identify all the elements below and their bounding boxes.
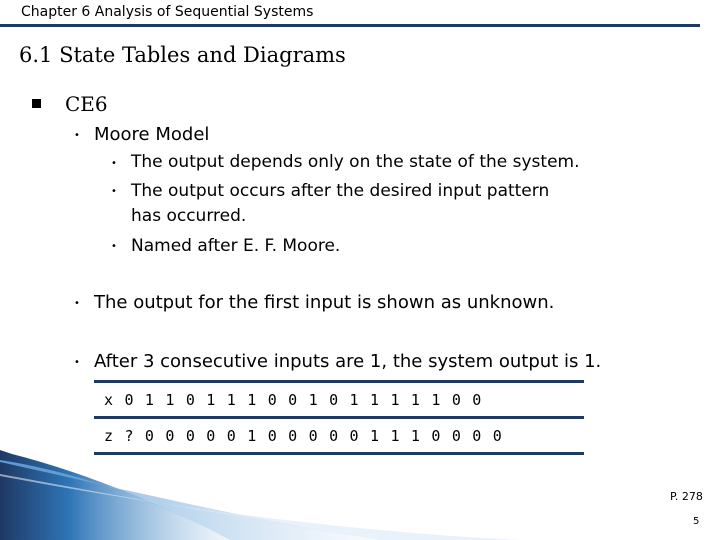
sub-bullet-named: Named after E. F. Moore. [131,236,341,256]
square-bullet-icon [32,99,41,108]
sequence-mid-divider [94,416,584,419]
sub-bullet-output-state: The output depends only on the state of the system. [131,152,580,172]
chapter-title: Chapter 6 Analysis of Sequential Systems [21,4,314,20]
bullet-dot-icon: • [111,158,117,169]
output-sequence: z ? 0 0 0 0 0 1 0 0 0 0 0 1 1 1 0 0 0 0 [104,427,503,445]
section-label: CE6 [65,92,108,116]
bullet-moore: Moore Model [94,124,210,145]
bullet-dot-icon: • [111,241,117,252]
input-sequence: x 0 1 1 0 1 1 1 0 0 1 0 1 1 1 1 1 0 0 [104,391,483,409]
bullet-unknown: The output for the first input is shown as unknown. [94,292,555,313]
bullet-dot-icon: • [74,130,80,141]
sub-bullet-output-pattern-cont: has occurred. [131,206,247,226]
slide-header [0,0,720,24]
header-divider [0,24,700,27]
slide-title: 6.1 State Tables and Diagrams [19,43,346,67]
page-sub-number: 5 [693,516,700,527]
page-number: P. 278 [670,490,703,503]
bullet-dot-icon: • [74,357,80,368]
bullet-after: After 3 consecutive inputs are 1, the system output is 1. [94,351,602,372]
sub-bullet-output-pattern: The output occurs after the desired input pattern [131,181,550,201]
bullet-dot-icon: • [111,186,117,197]
sequence-top-divider [94,380,584,383]
bullet-dot-icon: • [74,298,80,309]
decorative-wave-graphic [0,440,720,540]
